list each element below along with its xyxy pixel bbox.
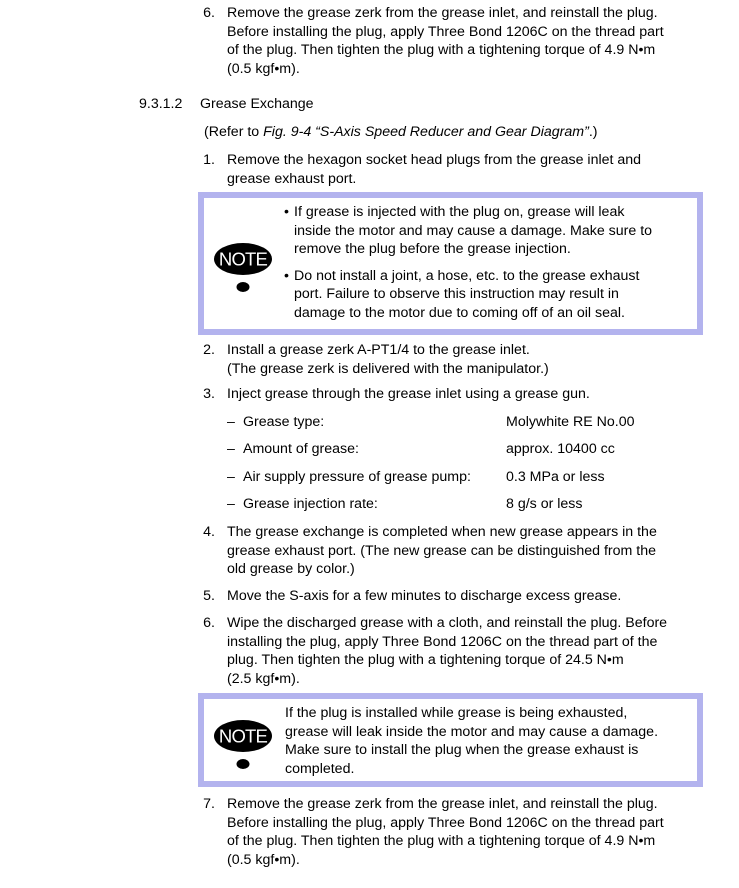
text-line: If the plug is installed while grease is being exhausted,: [285, 705, 628, 721]
step-text: [227, 614, 667, 688]
svg-text:NOTE: NOTE: [218, 248, 268, 270]
spec-dash: –: [227, 441, 235, 457]
text-line: (0.5 kgf•m).: [227, 60, 300, 77]
text-line: port. Failure to observe this instruction may result in: [294, 286, 619, 303]
text-line: installing the plug, apply Three Bond 1206C on the thread part of the: [227, 633, 658, 650]
note-box: [198, 192, 703, 335]
step-text: [227, 587, 621, 606]
step-number: 1.: [203, 152, 215, 168]
text-line: of the plug. Then tighten the plug with a tightening torque of 4.9 N•m: [227, 42, 656, 59]
text-line: Install a grease zerk A-PT1/4 to the grease inlet.: [227, 342, 530, 358]
spec-label: Air supply pressure of grease pump:: [243, 469, 471, 485]
figure-reference: Fig. 9-4 “S-Axis Speed Reducer and Gear Diagram”: [263, 124, 589, 140]
text-line: Make sure to install the plug when the grease exhaust is: [285, 742, 639, 759]
spec-dash: –: [227, 469, 235, 485]
text-line: Remove the grease zerk from the grease inlet, and reinstall the plug.: [227, 796, 658, 812]
step-text: [227, 151, 641, 188]
section-number: 9.3.1.2: [139, 96, 183, 112]
step-text: [227, 4, 664, 78]
note-icon: [214, 715, 276, 785]
text-line: plug. Then tighten the plug with a tightening torque of 24.5 N•m: [227, 652, 624, 669]
step-number: 6.: [203, 5, 215, 21]
note-text: [284, 203, 694, 323]
text-line: Do not install a joint, a hose, etc. to the grease exhaust: [294, 267, 640, 284]
text-line: Inject grease through the grease inlet using a grease gun.: [227, 386, 590, 402]
step-number: 4.: [203, 524, 215, 540]
spec-value: Molywhite RE No.00: [506, 414, 635, 430]
text-line: (The grease zerk is delivered with the manipulator.): [227, 360, 549, 377]
step-number: 2.: [203, 342, 215, 358]
section-title: Grease Exchange: [200, 96, 314, 112]
note-text: [285, 704, 695, 778]
text-line: (0.5 kgf•m).: [227, 851, 300, 868]
text-line: grease exhaust port.: [227, 170, 357, 187]
note-bullet: [284, 267, 694, 323]
refer-prefix: (Refer to: [204, 124, 264, 140]
text-line: If grease is injected with the plug on, grease will leak: [294, 204, 625, 220]
text-line: damage to the motor due to coming off of an oil seal.: [294, 304, 625, 321]
step-number: 7.: [203, 796, 215, 812]
refer-line: [204, 123, 597, 142]
text-line: Remove the hexagon socket head plugs from the grease inlet and: [227, 152, 642, 168]
spec-label: Grease injection rate:: [243, 496, 378, 512]
spec-dash: –: [227, 414, 235, 430]
text-line: Remove the grease zerk from the grease inlet, and reinstall the plug.: [227, 5, 658, 21]
step-text: [227, 523, 657, 579]
text-line: The grease exchange is completed when new grease appears in the: [227, 524, 657, 540]
text-line: remove the plug before the grease injection.: [294, 241, 571, 258]
spec-label: Amount of grease:: [243, 441, 359, 457]
text-line: Before installing the plug, apply Three Bond 1206C on the thread part: [227, 23, 664, 40]
step-number: 5.: [203, 588, 215, 604]
note-box: [198, 693, 703, 787]
text-line: Before installing the plug, apply Three Bond 1206C on the thread part: [227, 814, 664, 831]
step-text: [227, 795, 664, 869]
spec-label: Grease type:: [243, 414, 325, 430]
spec-dash: –: [227, 496, 235, 512]
text-line: grease will leak inside the motor and may cause a damage.: [285, 723, 659, 740]
text-line: of the plug. Then tighten the plug with a tightening torque of 4.9 N•m: [227, 833, 656, 850]
text-line: Wipe the discharged grease with a cloth, and reinstall the plug. Before: [227, 615, 668, 631]
step-text: [227, 385, 590, 404]
step-number: 3.: [203, 386, 215, 402]
spec-value: 0.3 MPa or less: [506, 469, 605, 485]
text-line: (2.5 kgf•m).: [227, 670, 300, 687]
bullet-dot: •: [284, 267, 289, 284]
step-number: 6.: [203, 615, 215, 631]
text-line: completed.: [285, 760, 355, 777]
note-bullet: [284, 203, 694, 259]
spec-value: approx. 10400 cc: [506, 441, 615, 457]
text-line: Move the S-axis for a few minutes to discharge excess grease.: [227, 588, 622, 604]
text-line: inside the motor and may cause a damage. Make sure to: [294, 222, 653, 239]
text-line: grease exhaust port. (The new grease can be distinguished from the: [227, 542, 657, 559]
bullet-dot: •: [284, 204, 289, 220]
refer-suffix: .): [588, 124, 598, 140]
svg-text:NOTE: NOTE: [218, 725, 268, 747]
spec-value: 8 g/s or less: [506, 496, 583, 512]
note-icon: [214, 238, 276, 308]
text-line: old grease by color.): [227, 561, 355, 578]
step-text: [227, 341, 549, 378]
